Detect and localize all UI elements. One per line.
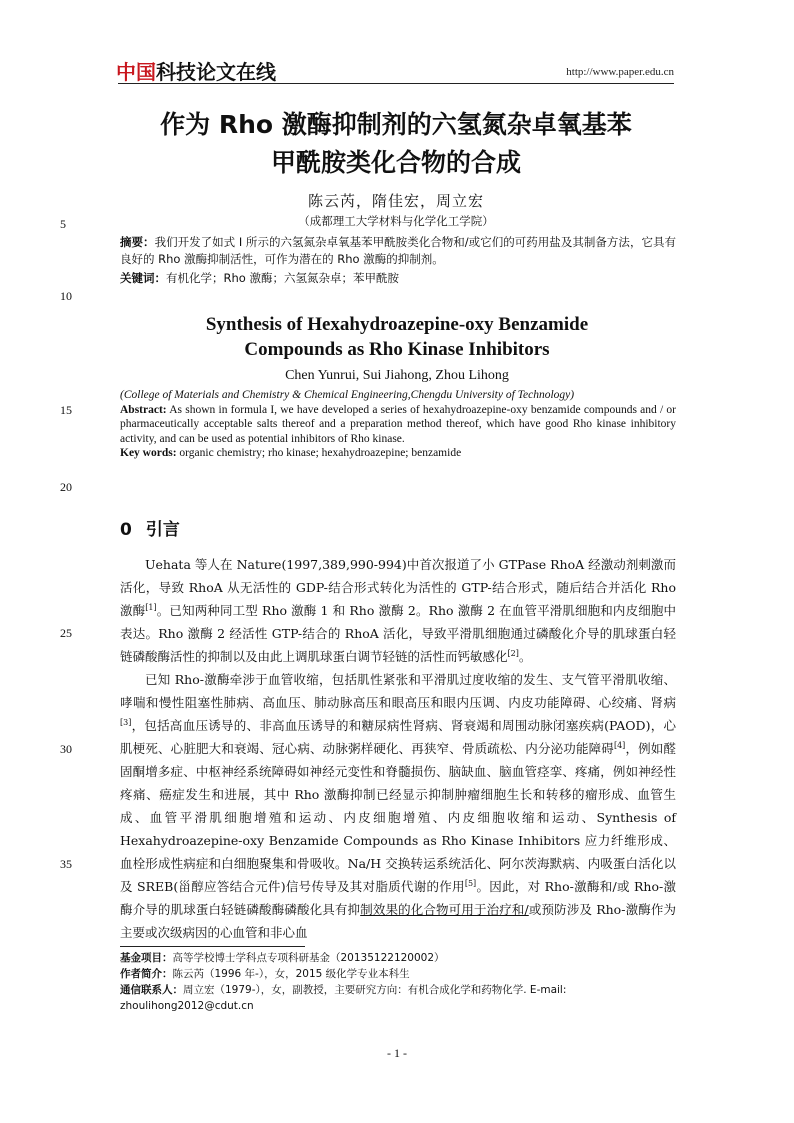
citation-ref[interactable]: [1] [145,602,157,612]
site-logo[interactable] [116,60,276,84]
body-text-run: 。已知两种同工型 Rho 激酶 1 和 Rho 激酶 2。Rho 激酶 2 在血管平滑肌细胞和内皮细胞中表达。Rho 激酶 2 经活性 GTP-结合的 RhoA 活化，导致平滑肌细胞通过磷酸化介导的肌球蛋白轻链磷酸酶活性的抑制以及由此上调肌球蛋白调节轻链的活性而钙敏感化 [120,603,676,664]
chinese-title [118,106,674,182]
section-number: 0 [120,520,132,540]
citation-ref[interactable]: [4] [613,740,626,750]
footnote-author [120,966,676,982]
english-front-matter [120,388,676,461]
footnote-contact [120,982,676,1014]
footnote-contact-label: 通信联系人： [120,984,183,996]
footnote-author-text: 陈云芮（1996 年-），女，2015 级化学专业本科生 [172,968,410,980]
body-text-run: 或预防涉及 Rho-激酶作为主要或次级病因的心血管和非心血 [120,902,676,940]
citation-ref[interactable]: [3] [120,717,132,727]
chinese-abstract-label: 摘要： [120,235,155,249]
logo-black-text: 科技论文在线 [156,60,276,84]
body-text-run: 。因此，对 Rho-激酶和/或 Rho-激酶介导的肌球蛋白轻链磷酸酶磷酸化具有抑 [120,879,676,917]
section-title: 引言 [145,520,180,540]
chinese-abstract [120,234,676,268]
english-affiliation: (College of Materials and Chemistry & Chemical Engineering,Chengdu University of Technology) [120,389,575,401]
footnote-fund-label: 基金项目： [120,952,173,964]
english-title-line-2: Compounds as Rho Kinase Inhibitors [244,339,550,360]
line-number: 25 [60,626,72,640]
chinese-title-line-1: 作为 Rho 激酶抑制剂的六氢氮杂卓氧基苯 [160,110,632,139]
footnotes [120,950,676,1014]
chinese-affiliation: （成都理工大学材料与化学化工学院） [298,214,494,228]
body-text-run: Uehata 等人在 Nature(1997,389,990-994)中首次报道了小 GTPase RhoA 经激动剂刺激而活化，导致 RhoA 从无活性的 GDP-结合形式转化为活性的 GTP-结合形式，随后结合并活化 Rho 激酶 [120,557,676,618]
english-title-line-1: Synthesis of Hexahydroazepine-oxy Benzamide [205,314,589,335]
line-number: 35 [60,857,72,871]
body-paragraph [120,553,676,668]
underlined-text-run: 制效果的化合物可用于治疗和/ [360,902,529,917]
line-number: 30 [60,742,72,756]
page-number: - 1 - [387,1046,407,1060]
chinese-authors: 陈云芮，隋佳宏，周立宏 [307,192,484,210]
english-keywords [120,446,676,461]
english-abstract-label: Abstract: [120,403,167,416]
line-number: 20 [60,480,72,494]
chinese-abstract-text: 我们开发了如式 I 所示的六氢氮杂卓氧基苯甲酰胺类化合物和/或它们的可药用盐及其制备方法，它具有良好的 Rho 激酶抑制活性，可作为潜在的 Rho 激酶的抑制剂。 [120,235,676,266]
body-paragraph [120,668,676,944]
english-authors: Chen Yunrui, Sui Jiahong, Zhou Lihong [285,368,509,383]
chinese-title-line-2: 甲酰胺类化合物的合成 [270,148,521,177]
body-text-run: ，例如醛固酮增多症、中枢神经系统障碍如神经元变性和脊髓损伤、脑缺血、脑血管痉挛、疼痛，例如神经性疼痛、癌症发生和进展，其中 Rho 激酶抑制已经显示抑制肿瘤细胞生长和转移的瘤形成、血管生成、血管平滑肌细胞增殖和运动、内皮细胞增殖、内皮细胞收缩和运动、Synthesis of Hexahydroazepine-oxy Benzamide Compounds as Rho Kinase Inhibitors 应力纤维形成、血栓形成性病症和白细胞聚集和骨吸收。Na/H 交换转运系统活化、阿尔茨海默病、内吸蛋白活化以及 SREB(甾醇应答结合元件)信号传导及其对脂质代谢的作用 [120,741,676,894]
body-text-run: 已知 Rho-激酶牵涉于血管收缩，包括肌性紧张和平滑肌过度收缩的发生、支气管平滑肌收缩、哮喘和慢性阻塞性肺病、高血压、肺动脉高压和眼高压和眼内压调、内皮功能障碍、心绞痛、肾病 [120,672,676,710]
introduction-body [120,553,676,944]
chinese-keywords-label: 关键词： [120,271,166,285]
footnote-contact-text: 周立宏（1979-），女，副教授，主要研究方向：有机合成化学和药物化学. E-mail: zhoulihong2012@cdut.cn [120,984,567,1012]
chinese-keywords [120,270,676,287]
english-title [118,312,676,362]
line-number: 10 [60,289,72,303]
chinese-keywords-text: 有机化学；Rho 激酶；六氢氮杂卓；苯甲酰胺 [166,271,399,285]
body-text-run: ，包括高血压诱导的、非高血压诱导的和糖尿病性肾病、肾衰竭和周围动脉闭塞疾病(PAOD)，心肌梗死、心脏肥大和衰竭、冠心病、动脉粥样硬化、再狭窄、骨质疏松、内分泌功能障碍 [120,718,676,756]
header-divider [118,83,674,84]
footnote-fund [120,950,676,966]
english-keywords-label: Key words: [120,447,177,459]
section-heading [120,515,180,540]
footnote-divider [120,946,305,947]
citation-ref[interactable]: [5] [464,878,477,888]
footnote-fund-text: 高等学校博士学科点专项科研基金（20135122120002） [172,952,445,964]
header-url[interactable]: http://www.paper.edu.cn [566,66,674,78]
line-number: 15 [60,403,72,417]
citation-ref[interactable]: [2] [507,648,519,658]
footnote-author-label: 作者简介： [120,968,173,980]
english-abstract-text: As shown in formula I, we have developed a series of hexahydroazepine-oxy benzamide compounds and / or pharmaceutically acceptable salts thereof and a preparation method thereof, which have good Rho kinase inhibitory activity, and can be used as potential inhibitors of Rho kinase. [120,403,676,445]
english-keywords-text: organic chemistry; rho kinase; hexahydroazepine; benzamide [179,447,462,459]
line-number: 5 [60,217,66,231]
body-text-run: 。 [518,649,532,664]
english-abstract [120,403,676,447]
logo-red-text: 中国 [116,60,156,84]
